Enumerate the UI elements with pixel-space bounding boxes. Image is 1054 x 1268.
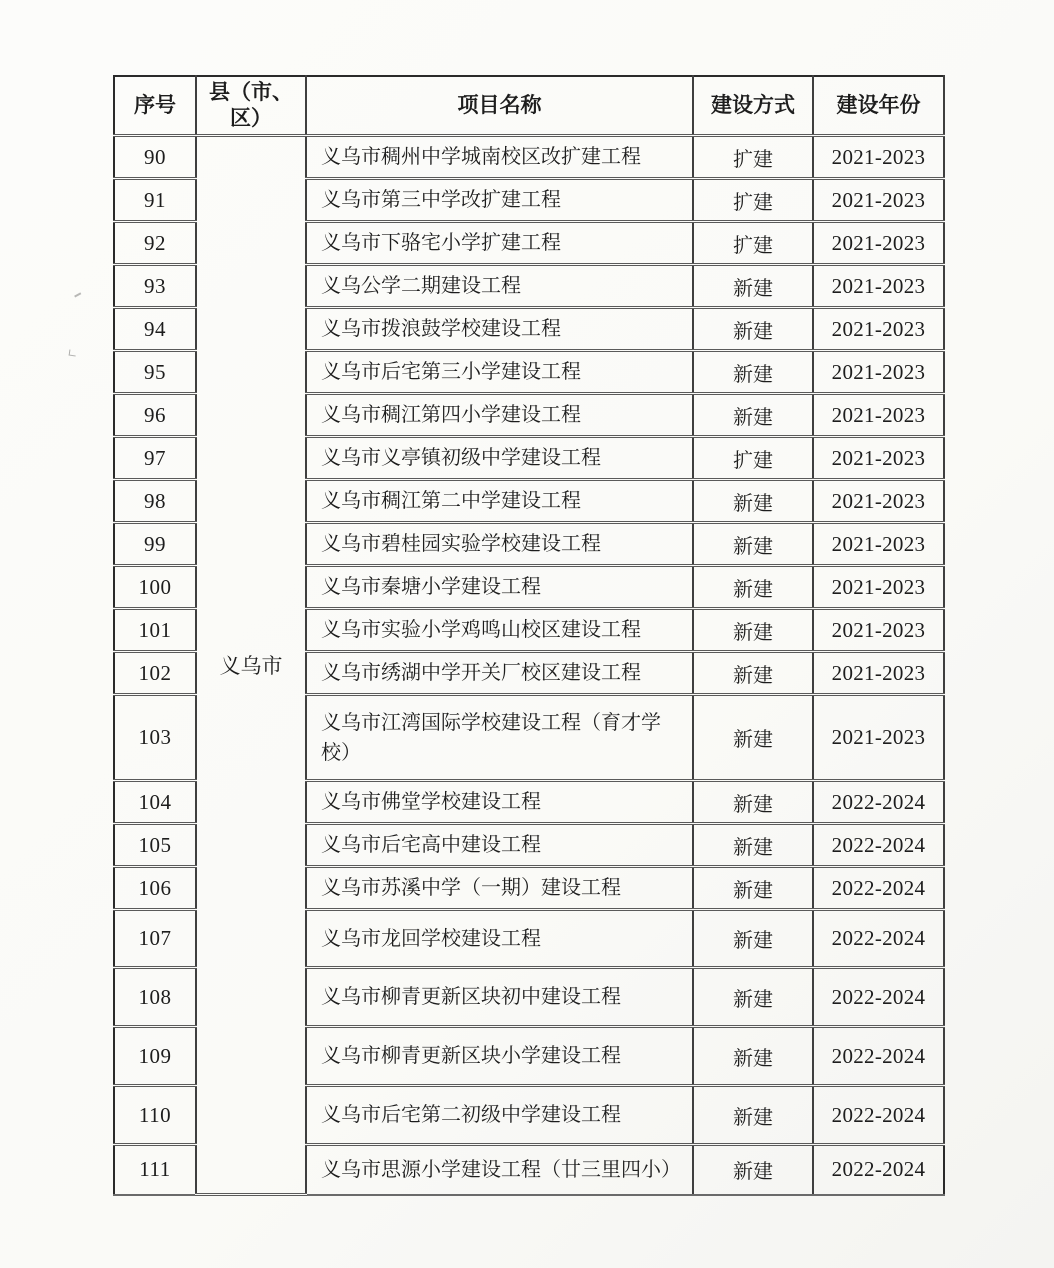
cell-construction-years: 2021-2023 [813,351,944,394]
cell-project-name: 义乌市稠江第四小学建设工程 [306,394,693,437]
cell-serial-number: 105 [114,824,196,867]
cell-construction-method: 新建 [693,566,813,609]
cell-construction-method: 新建 [693,1027,813,1086]
cell-serial-number: 104 [114,781,196,824]
cell-construction-method: 新建 [693,480,813,523]
cell-project-name: 义乌市义亭镇初级中学建设工程 [306,437,693,480]
cell-construction-years: 2021-2023 [813,523,944,566]
cell-project-name: 义乌市柳青更新区块小学建设工程 [306,1027,693,1086]
cell-serial-number: 106 [114,867,196,910]
cell-project-name: 义乌市后宅第三小学建设工程 [306,351,693,394]
cell-project-name: 义乌市实验小学鸡鸣山校区建设工程 [306,609,693,652]
cell-construction-years: 2021-2023 [813,136,944,179]
cell-serial-number: 111 [114,1145,196,1195]
cell-construction-method: 新建 [693,824,813,867]
cell-construction-years: 2021-2023 [813,179,944,222]
cell-serial-number: 108 [114,968,196,1027]
cell-construction-method: 新建 [693,609,813,652]
cell-project-name: 义乌市思源小学建设工程（廿三里四小） [306,1145,693,1195]
cell-construction-method: 新建 [693,968,813,1027]
cell-serial-number: 90 [114,136,196,179]
column-header-project-name: 项目名称 [306,76,693,136]
column-header-construction-years: 建设年份 [813,76,944,136]
cell-project-name: 义乌市苏溪中学（一期）建设工程 [306,867,693,910]
cell-construction-years: 2021-2023 [813,566,944,609]
cell-project-name: 义乌市绣湖中学开关厂校区建设工程 [306,652,693,695]
table-row [114,136,944,179]
cell-construction-years: 2021-2023 [813,695,944,781]
cell-construction-years: 2022-2024 [813,867,944,910]
column-header-serial-number: 序号 [114,76,196,136]
cell-serial-number: 100 [114,566,196,609]
cell-construction-method: 扩建 [693,437,813,480]
cell-serial-number: 95 [114,351,196,394]
cell-serial-number: 109 [114,1027,196,1086]
cell-construction-years: 2021-2023 [813,609,944,652]
cell-construction-years: 2022-2024 [813,824,944,867]
cell-serial-number: 93 [114,265,196,308]
cell-construction-method: 新建 [693,394,813,437]
cell-construction-method: 新建 [693,523,813,566]
cell-construction-method: 新建 [693,265,813,308]
cell-serial-number: 99 [114,523,196,566]
cell-construction-years: 2022-2024 [813,1145,944,1195]
cell-construction-method: 新建 [693,351,813,394]
cell-construction-method: 新建 [693,910,813,968]
cell-construction-method: 新建 [693,1086,813,1145]
cell-project-name: 义乌市下骆宅小学扩建工程 [306,222,693,265]
cell-serial-number: 102 [114,652,196,695]
cell-project-name: 义乌市秦塘小学建设工程 [306,566,693,609]
table-header-row [114,76,944,136]
cell-serial-number: 96 [114,394,196,437]
cell-project-name: 义乌市拨浪鼓学校建设工程 [306,308,693,351]
cell-project-name: 义乌市第三中学改扩建工程 [306,179,693,222]
cell-construction-years: 2021-2023 [813,265,944,308]
cell-construction-years: 2021-2023 [813,394,944,437]
cell-construction-method: 新建 [693,1145,813,1195]
cell-project-name: 义乌市佛堂学校建设工程 [306,781,693,824]
table-body [114,136,944,1195]
cell-construction-years: 2021-2023 [813,437,944,480]
cell-construction-method: 扩建 [693,179,813,222]
cell-serial-number: 103 [114,695,196,781]
cell-serial-number: 98 [114,480,196,523]
cell-serial-number: 110 [114,1086,196,1145]
cell-serial-number: 94 [114,308,196,351]
cell-construction-years: 2022-2024 [813,1027,944,1086]
cell-construction-method: 新建 [693,695,813,781]
column-header-construction-method: 建设方式 [693,76,813,136]
cell-construction-method: 扩建 [693,222,813,265]
cell-construction-years: 2022-2024 [813,968,944,1027]
cell-construction-years: 2021-2023 [813,652,944,695]
cell-project-name: 义乌市后宅第二初级中学建设工程 [306,1086,693,1145]
cell-serial-number: 107 [114,910,196,968]
cell-project-name: 义乌市稠江第二中学建设工程 [306,480,693,523]
cell-project-name: 义乌市后宅高中建设工程 [306,824,693,867]
cell-serial-number: 91 [114,179,196,222]
cell-serial-number: 97 [114,437,196,480]
cell-county: 义乌市 [196,136,306,1195]
cell-project-name: 义乌公学二期建设工程 [306,265,693,308]
cell-project-name: 义乌市龙回学校建设工程 [306,910,693,968]
cell-construction-method: 新建 [693,781,813,824]
cell-construction-years: 2021-2023 [813,308,944,351]
projects-table [113,75,945,1196]
cell-project-name: 义乌市江湾国际学校建设工程（育才学校） [306,695,693,781]
cell-serial-number: 92 [114,222,196,265]
cell-construction-years: 2021-2023 [813,480,944,523]
cell-construction-method: 新建 [693,867,813,910]
cell-construction-method: 扩建 [693,136,813,179]
cell-construction-years: 2022-2024 [813,910,944,968]
cell-construction-years: 2021-2023 [813,222,944,265]
cell-construction-years: 2022-2024 [813,1086,944,1145]
cell-project-name: 义乌市柳青更新区块初中建设工程 [306,968,693,1027]
cell-project-name: 义乌市稠州中学城南校区改扩建工程 [306,136,693,179]
column-header-county: 县（市、区） [196,76,306,136]
cell-construction-years: 2022-2024 [813,781,944,824]
cell-construction-method: 新建 [693,652,813,695]
cell-serial-number: 101 [114,609,196,652]
cell-construction-method: 新建 [693,308,813,351]
cell-project-name: 义乌市碧桂园实验学校建设工程 [306,523,693,566]
